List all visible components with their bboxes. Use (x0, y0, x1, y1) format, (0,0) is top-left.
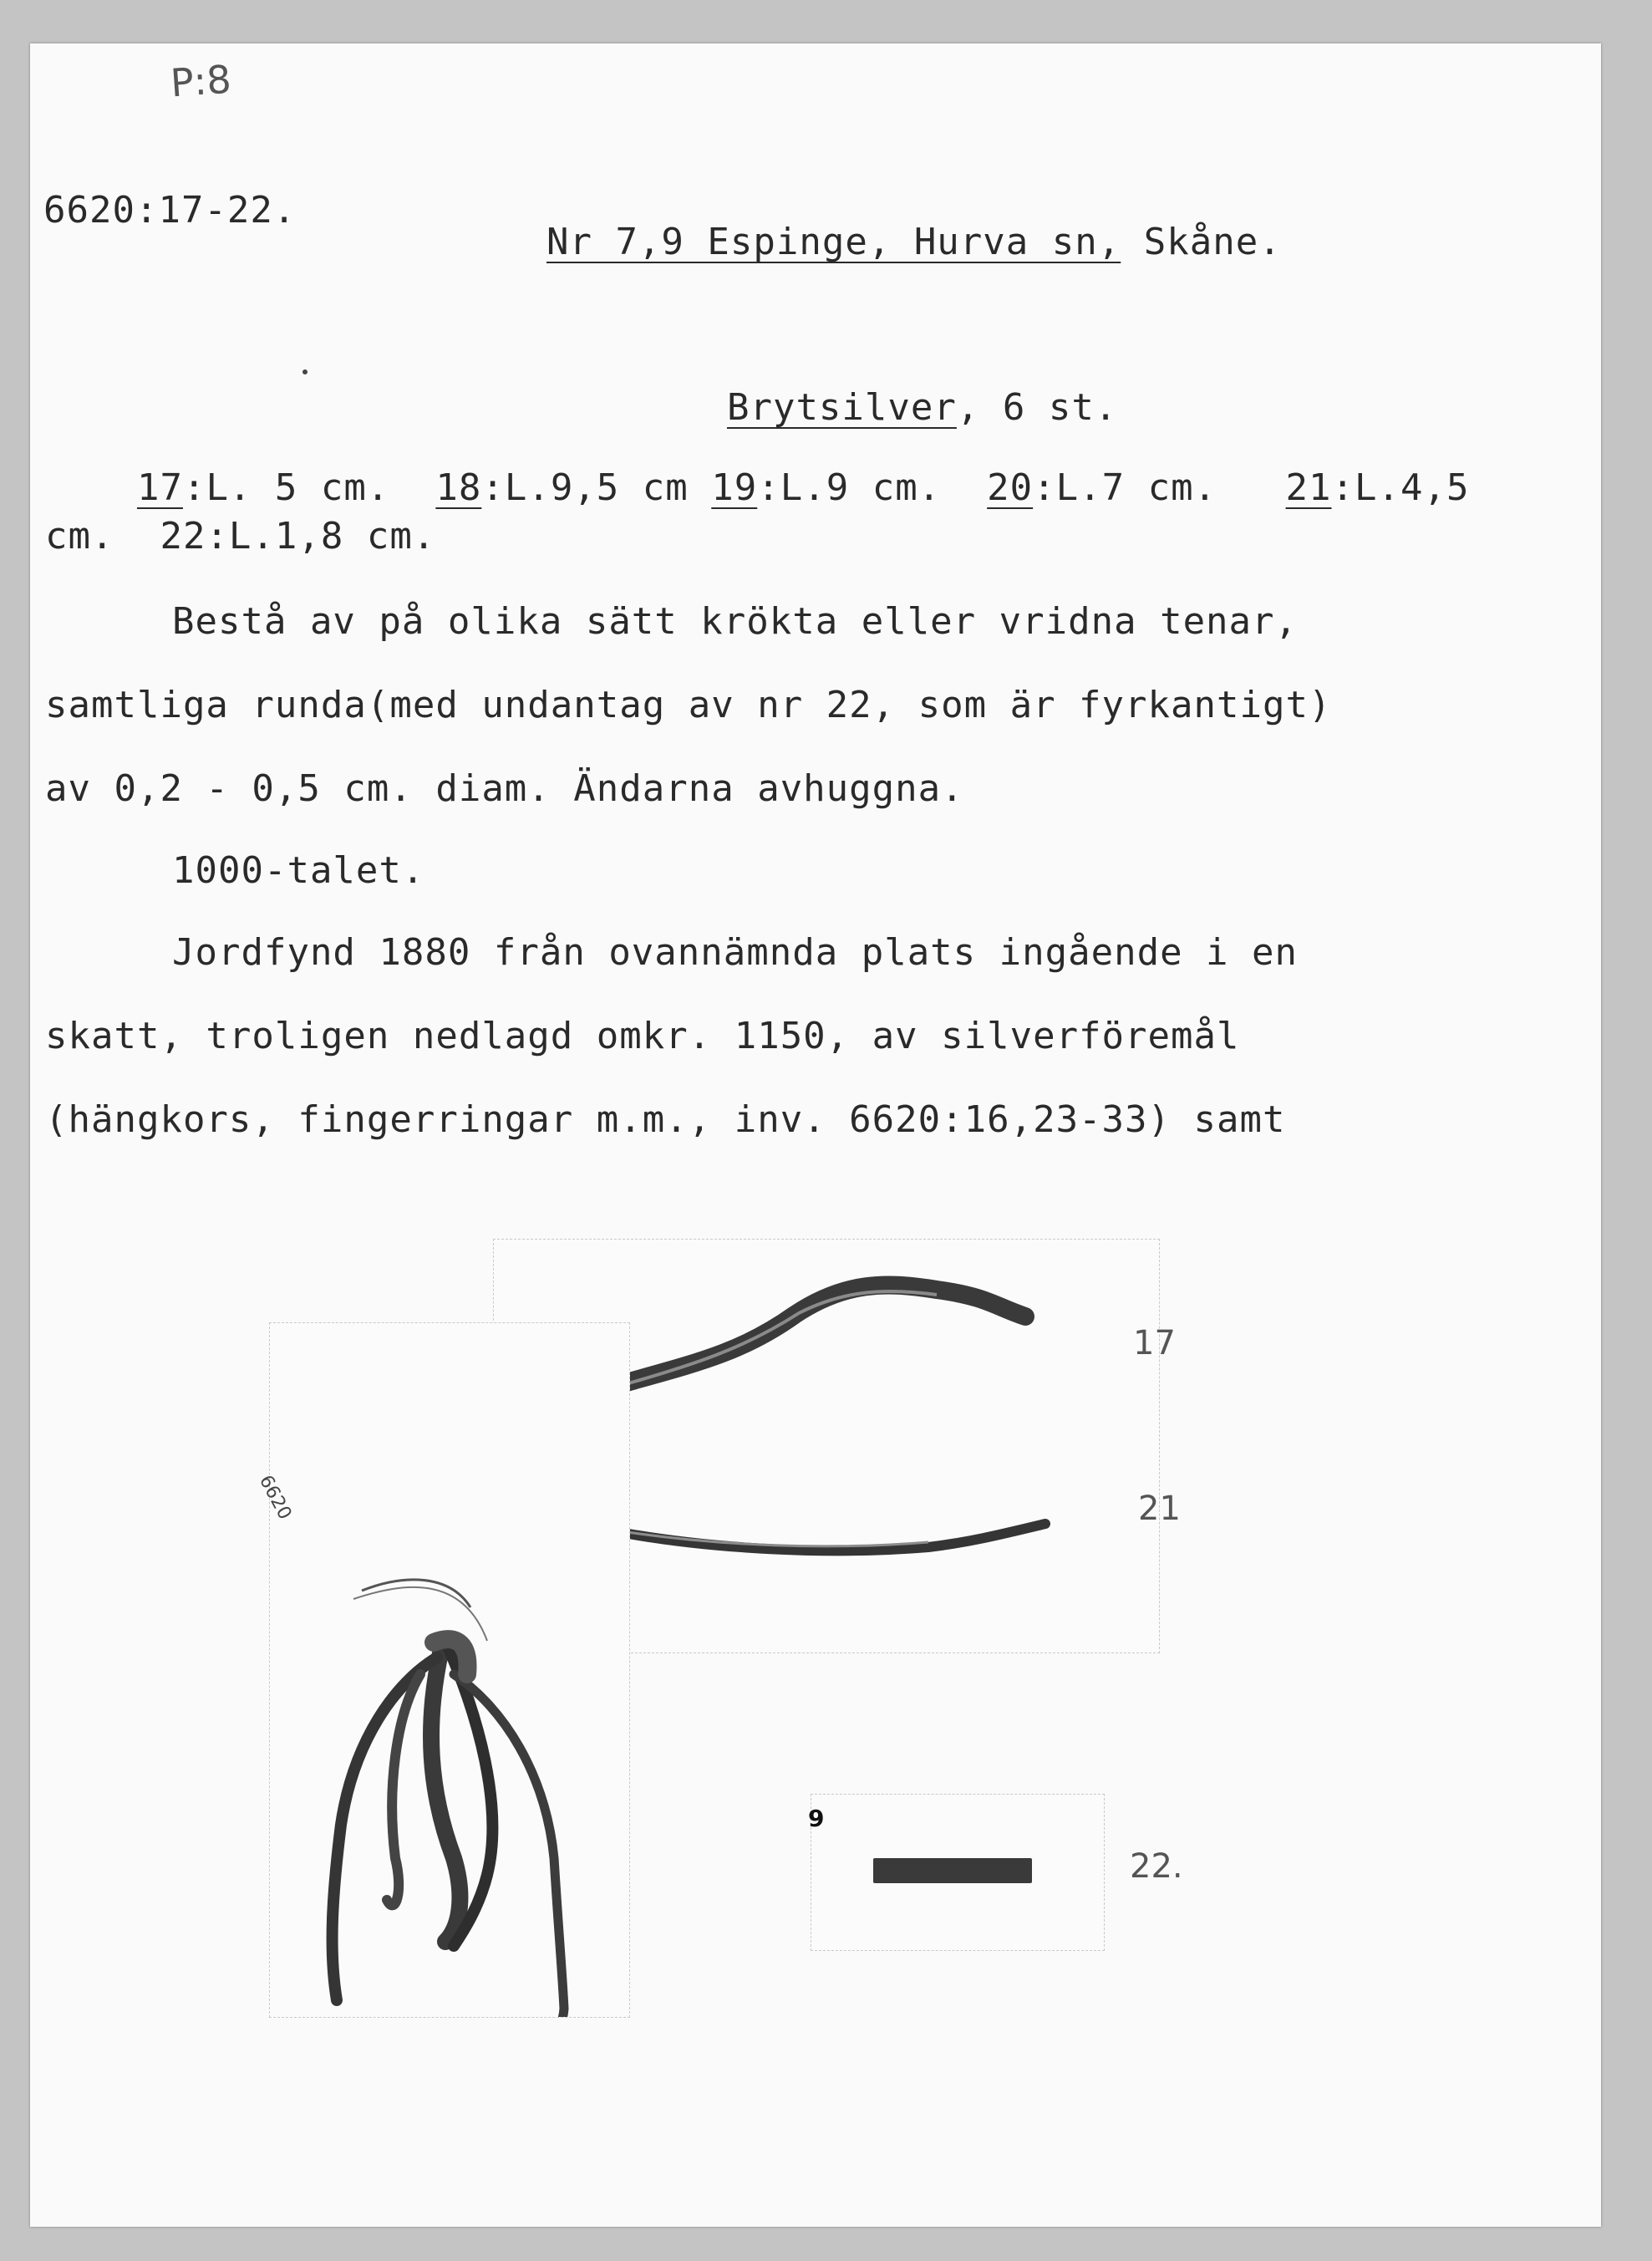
tag-number: 6620 (254, 1472, 296, 1524)
description-line-1: Bestå av på olika sätt krökta eller vridna tenar, (172, 600, 1299, 643)
dating: 1000-talet. (172, 849, 425, 892)
photo-item-22 (808, 1794, 1105, 1951)
measurement-17: 17:L. 5 cm. (136, 466, 390, 509)
object-count: , 6 st. (956, 386, 1118, 429)
page-code: P:8 (169, 56, 233, 106)
silver-bundle-image (270, 1323, 629, 2017)
find-history-line-3: (hängkors, fingerringar m.m., inv. 6620:16,23-33) samt (45, 1098, 1286, 1141)
description-line-2: samtliga runda(med undantag av nr 22, som är fyrkantigt) (45, 684, 1332, 726)
measurement-20: 20:L.7 cm. (987, 466, 1217, 509)
find-history-line-1: Jordfynd 1880 från ovannämnda plats ingående i en (172, 931, 1299, 974)
silver-bar-22-image (873, 1858, 1032, 1883)
label-22: 22. (1130, 1847, 1183, 1886)
dot-mark (302, 369, 308, 374)
find-place-suffix: Skåne (1143, 221, 1259, 263)
measurement-19: 19:L.9 cm. (711, 466, 942, 509)
catalogue-card (30, 43, 1601, 2227)
measurement-18: 18:L.9,5 cm (435, 466, 689, 509)
find-place-prefix: Nr 7,9 Espinge, Hurva sn, (546, 221, 1121, 263)
inventory-number: 6620:17-22. (43, 189, 297, 232)
find-place (455, 187, 1282, 298)
measurement-21: 21:L.4,5 (1285, 466, 1470, 509)
cut-mark: 9 (808, 1805, 825, 1832)
label-17: 17 (1133, 1324, 1176, 1362)
find-place-period: . (1258, 221, 1282, 263)
object-name: Brytsilver (726, 386, 957, 429)
photo-bundle (254, 1322, 630, 2018)
label-21: 21 (1138, 1490, 1181, 1528)
measurements-continued: cm. 22:L.1,8 cm. (45, 515, 436, 558)
find-history-line-2: skatt, troligen nedlagd omkr. 1150, av silverföremål (45, 1015, 1240, 1057)
description-line-3: av 0,2 - 0,5 cm. diam. Ändarna avhuggna. (45, 767, 964, 810)
